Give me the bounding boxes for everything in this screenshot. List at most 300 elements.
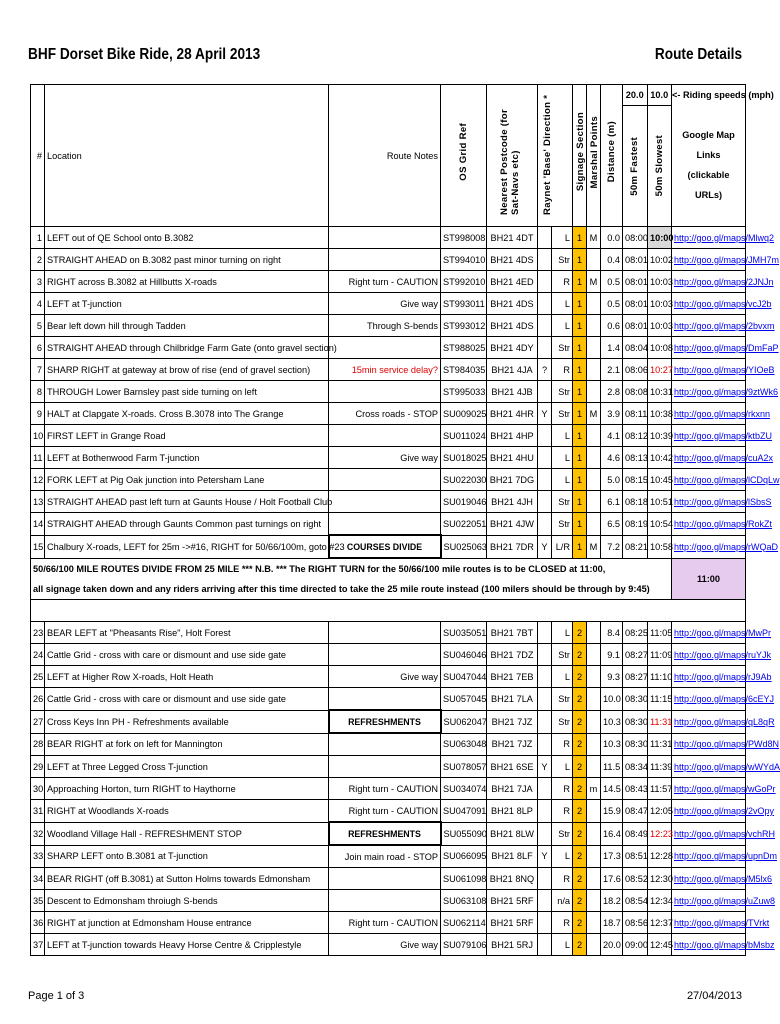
row-map-link[interactable]: http://goo.gl/maps/rkxnn — [672, 403, 746, 425]
print-date: 27/04/2013 — [686, 990, 742, 1002]
row-fastest-time: 08:34 — [623, 756, 648, 778]
row-route-note: Right turn - CAUTION — [329, 271, 441, 293]
row-signage-section: 2 — [573, 666, 587, 688]
row-route-note: COURSES DIVIDE — [329, 535, 441, 558]
row-location: LEFT at Bothenwood Farm T-junction — [45, 447, 329, 469]
row-raynet-base — [538, 912, 552, 934]
row-location: LEFT at Three Legged Cross T-junction — [45, 756, 329, 778]
table-row — [31, 403, 746, 425]
row-slowest-time: 12:05 — [648, 800, 672, 823]
row-direction: R — [552, 800, 573, 823]
row-marshal-point: m — [587, 778, 601, 800]
row-distance: 2.8 — [601, 381, 623, 403]
row-location: STRAIGHT AHEAD through Chilbridge Farm Gate (onto gravel section) — [45, 337, 329, 359]
row-direction: Str — [552, 644, 573, 666]
row-number: 36 — [31, 912, 45, 934]
row-signage-section: 1 — [573, 491, 587, 513]
row-map-link[interactable]: http://goo.gl/maps/bMsbz — [672, 934, 746, 956]
row-postcode: BH21 4HR — [487, 403, 538, 425]
document-title: BHF Dorset Bike Ride, 28 April 2013 — [28, 46, 261, 63]
row-direction: R — [552, 912, 573, 934]
row-direction: Str — [552, 688, 573, 711]
row-signage-section: 2 — [573, 622, 587, 644]
row-marshal-point — [587, 293, 601, 315]
row-route-note — [329, 688, 441, 711]
row-map-link[interactable]: http://goo.gl/maps/YIOeB — [672, 359, 746, 381]
row-location: RIGHT across B.3082 at Hillbutts X-roads — [45, 271, 329, 293]
row-postcode: BH21 7JZ — [487, 710, 538, 733]
row-raynet-base: Y — [538, 756, 552, 778]
row-distance: 10.3 — [601, 710, 623, 733]
column-number-header: # — [31, 85, 45, 227]
row-direction: L — [552, 469, 573, 491]
row-signage-section: 1 — [573, 337, 587, 359]
row-postcode: BH21 4DS — [487, 249, 538, 271]
table-row — [31, 271, 746, 293]
row-location: THROUGH Lower Barnsley past side turning on left — [45, 381, 329, 403]
row-marshal-point — [587, 425, 601, 447]
row-direction: R — [552, 271, 573, 293]
table-row — [31, 622, 746, 644]
row-postcode: BH21 4ED — [487, 271, 538, 293]
row-raynet-base — [538, 934, 552, 956]
row-postcode: BH21 4HP — [487, 425, 538, 447]
row-location: LEFT at Higher Row X-roads, Holt Heath — [45, 666, 329, 688]
row-postcode: BH21 7DG — [487, 469, 538, 491]
row-slowest-time: 12:37 — [648, 912, 672, 934]
row-route-note: Give way — [329, 666, 441, 688]
row-signage-section: 1 — [573, 227, 587, 249]
row-map-link[interactable]: http://goo.gl/maps/vchRH — [672, 822, 746, 845]
row-postcode: BH21 7DZ — [487, 644, 538, 666]
table-row — [31, 710, 746, 733]
row-marshal-point — [587, 800, 601, 823]
column-distance-header: Distance (m) — [601, 85, 623, 227]
row-postcode: BH21 7DR — [487, 535, 538, 558]
row-distance: 20.0 — [601, 934, 623, 956]
row-map-link[interactable]: http://goo.gl/maps/wGoPr — [672, 778, 746, 800]
row-grid-ref: SU022051 — [441, 513, 487, 536]
row-route-note — [329, 491, 441, 513]
row-fastest-time: 08:12 — [623, 425, 648, 447]
table-row — [31, 425, 746, 447]
row-slowest-time: 10:03 — [648, 271, 672, 293]
row-raynet-base — [538, 868, 552, 890]
row-raynet-base — [538, 733, 552, 756]
row-postcode: BH21 4JH — [487, 491, 538, 513]
row-distance: 16.4 — [601, 822, 623, 845]
row-raynet-base — [538, 337, 552, 359]
row-direction: Str — [552, 403, 573, 425]
row-location: RIGHT at Woodlands X-roads — [45, 800, 329, 823]
row-marshal-point — [587, 934, 601, 956]
row-route-note: REFRESHMENTS — [329, 822, 441, 845]
row-slowest-time: 10:58 — [648, 535, 672, 558]
row-direction: L — [552, 315, 573, 337]
row-route-note: Give way — [329, 293, 441, 315]
row-location: BEAR RIGHT at fork on left for Mannington — [45, 733, 329, 756]
row-grid-ref: SU062047 — [441, 710, 487, 733]
row-slowest-time: 11:57 — [648, 778, 672, 800]
column-speed-header — [623, 85, 672, 227]
row-number: 3 — [31, 271, 45, 293]
row-distance: 10.3 — [601, 733, 623, 756]
table-row — [31, 315, 746, 337]
row-location: SHARP LEFT onto B.3081 at T-junction — [45, 845, 329, 868]
row-map-link[interactable]: http://goo.gl/maps/ruYJk — [672, 644, 746, 666]
divide-notice-line1: 50/66/100 MILE ROUTES DIVIDE FROM 25 MILE *** N.B. *** The RIGHT TURN for the 50/66/100 mile routes is to be CLOSED at 11:00, — [33, 564, 606, 574]
row-raynet-base — [538, 293, 552, 315]
row-marshal-point: M — [587, 271, 601, 293]
row-map-link[interactable]: http://goo.gl/maps/vcJ2b — [672, 293, 746, 315]
row-fastest-time: 08:11 — [623, 403, 648, 425]
table-row — [31, 733, 746, 756]
route-details-title: Route Details — [654, 46, 742, 63]
row-fastest-time: 08:49 — [623, 822, 648, 845]
row-route-note — [329, 890, 441, 912]
row-direction: L — [552, 425, 573, 447]
table-row — [31, 845, 746, 868]
row-distance: 8.4 — [601, 622, 623, 644]
row-signage-section: 1 — [573, 271, 587, 293]
row-number: 6 — [31, 337, 45, 359]
row-map-link[interactable]: http://goo.gl/maps/lCDqLw — [672, 469, 746, 491]
row-map-link[interactable]: http://goo.gl/maps/RokZt — [672, 513, 746, 536]
row-raynet-base — [538, 249, 552, 271]
row-slowest-time: 11:31 — [648, 733, 672, 756]
row-raynet-base — [538, 315, 552, 337]
row-signage-section: 1 — [573, 425, 587, 447]
row-route-note — [329, 249, 441, 271]
row-raynet-base — [538, 425, 552, 447]
row-marshal-point: M — [587, 227, 601, 249]
row-distance: 17.3 — [601, 845, 623, 868]
spacer-row — [31, 600, 746, 622]
row-map-link[interactable]: http://goo.gl/maps/upnDm — [672, 845, 746, 868]
row-slowest-time: 10:02 — [648, 249, 672, 271]
route-table — [30, 84, 780, 956]
row-map-link[interactable]: http://goo.gl/maps/DmFaP — [672, 337, 746, 359]
row-slowest-time: 10:03 — [648, 315, 672, 337]
row-fastest-time: 08:01 — [623, 271, 648, 293]
table-row — [31, 778, 746, 800]
row-fastest-time: 08:27 — [623, 644, 648, 666]
row-marshal-point — [587, 447, 601, 469]
row-fastest-time: 08:25 — [623, 622, 648, 644]
row-postcode: BH21 7LA — [487, 688, 538, 711]
row-grid-ref: ST998008 — [441, 227, 487, 249]
row-location: BEAR RIGHT (off B.3081) at Sutton Holms towards Edmonsham — [45, 868, 329, 890]
row-grid-ref: ST988025 — [441, 337, 487, 359]
row-location: SHARP RIGHT at gateway at brow of rise (end of gravel section) — [45, 359, 329, 381]
row-signage-section: 1 — [573, 293, 587, 315]
row-number: 14 — [31, 513, 45, 536]
row-map-link[interactable]: http://goo.gl/maps/2vOpy — [672, 800, 746, 823]
row-raynet-base — [538, 447, 552, 469]
row-signage-section: 1 — [573, 403, 587, 425]
table-row — [31, 912, 746, 934]
riding-speeds-note: <- Riding speeds (mph) — [672, 90, 774, 100]
row-slowest-time: 11:09 — [648, 644, 672, 666]
row-distance: 9.3 — [601, 666, 623, 688]
row-distance: 0.5 — [601, 271, 623, 293]
table-row — [31, 644, 746, 666]
row-distance: 9.1 — [601, 644, 623, 666]
row-grid-ref: SU057045 — [441, 688, 487, 711]
row-signage-section: 2 — [573, 868, 587, 890]
table-row — [31, 381, 746, 403]
table-row — [31, 491, 746, 513]
column-raynet-header: Raynet 'Base' Direction * — [538, 85, 573, 227]
slow-speed-value: 10.0 — [647, 85, 672, 105]
row-grid-ref: SU034074 — [441, 778, 487, 800]
row-distance: 2.1 — [601, 359, 623, 381]
row-route-note: Give way — [329, 447, 441, 469]
row-postcode: BH21 4JA — [487, 359, 538, 381]
row-slowest-time: 12:30 — [648, 868, 672, 890]
row-fastest-time: 08:51 — [623, 845, 648, 868]
row-direction: Str — [552, 822, 573, 845]
row-number: 31 — [31, 800, 45, 823]
row-signage-section: 2 — [573, 890, 587, 912]
row-distance: 14.5 — [601, 778, 623, 800]
row-location: STRAIGHT AHEAD through Gaunts Common past turnings on right — [45, 513, 329, 536]
row-direction: L — [552, 227, 573, 249]
row-fastest-time: 08:00 — [623, 227, 648, 249]
row-fastest-time: 08:19 — [623, 513, 648, 536]
table-row — [31, 447, 746, 469]
row-fastest-time: 08:56 — [623, 912, 648, 934]
row-signage-section: 2 — [573, 845, 587, 868]
row-grid-ref: SU022030 — [441, 469, 487, 491]
row-route-note — [329, 868, 441, 890]
row-route-note — [329, 425, 441, 447]
row-map-link[interactable]: http://goo.gl/maps/Mlwq2 — [672, 227, 746, 249]
row-slowest-time: 12:45 — [648, 934, 672, 956]
row-fastest-time: 08:18 — [623, 491, 648, 513]
row-postcode: BH21 7JZ — [487, 733, 538, 756]
table-row — [31, 227, 746, 249]
row-marshal-point — [587, 688, 601, 711]
row-map-link[interactable]: http://goo.gl/maps/M5lx6 — [672, 868, 746, 890]
row-postcode: BH21 7BT — [487, 622, 538, 644]
row-direction: L/R — [552, 535, 573, 558]
row-marshal-point — [587, 666, 601, 688]
row-raynet-base — [538, 271, 552, 293]
row-marshal-point: M — [587, 403, 601, 425]
column-notes-header: Route Notes — [329, 85, 441, 227]
row-map-link[interactable]: http://goo.gl/maps/cuA2x — [672, 447, 746, 469]
header-row — [31, 85, 746, 227]
row-map-link[interactable]: http://goo.gl/maps/qL8qR — [672, 710, 746, 733]
row-signage-section: 2 — [573, 778, 587, 800]
row-signage-section: 1 — [573, 447, 587, 469]
row-map-link[interactable]: http://goo.gl/maps/rWQaD — [672, 535, 746, 558]
row-raynet-base — [538, 622, 552, 644]
row-route-note: REFRESHMENTS — [329, 710, 441, 733]
divide-notice-row — [31, 558, 746, 600]
row-signage-section: 1 — [573, 315, 587, 337]
map-links-label: Google Map Links (clickable URLs) — [682, 130, 735, 200]
row-raynet-base: Y — [538, 403, 552, 425]
row-map-link[interactable]: http://goo.gl/maps/2bvxm — [672, 315, 746, 337]
row-number: 25 — [31, 666, 45, 688]
row-direction: L — [552, 447, 573, 469]
row-number: 11 — [31, 447, 45, 469]
column-location-header: Location — [45, 85, 329, 227]
row-grid-ref: SU061098 — [441, 868, 487, 890]
row-raynet-base: Y — [538, 535, 552, 558]
row-location: Cattle Grid - cross with care or dismount and use side gate — [45, 688, 329, 711]
fastest-label: 50m Fastest — [629, 136, 641, 196]
row-map-link[interactable]: http://goo.gl/maps/9ztWk6 — [672, 381, 746, 403]
row-marshal-point — [587, 822, 601, 845]
row-number: 7 — [31, 359, 45, 381]
row-marshal-point — [587, 491, 601, 513]
row-marshal-point — [587, 249, 601, 271]
row-map-link[interactable]: http://goo.gl/maps/wWYdA — [672, 756, 746, 778]
row-slowest-time: 12:28 — [648, 845, 672, 868]
row-route-note — [329, 756, 441, 778]
table-row — [31, 359, 746, 381]
row-location: STRAIGHT AHEAD past left turn at Gaunts House / Holt Football Club — [45, 491, 329, 513]
row-distance: 4.1 — [601, 425, 623, 447]
row-location: RIGHT at junction at Edmonsham House entrance — [45, 912, 329, 934]
row-distance: 0.4 — [601, 249, 623, 271]
row-route-note: Through S-bends — [329, 315, 441, 337]
row-marshal-point — [587, 890, 601, 912]
row-route-note — [329, 733, 441, 756]
row-location: STRAIGHT AHEAD on B.3082 past minor turning on right — [45, 249, 329, 271]
row-raynet-base — [538, 822, 552, 845]
row-direction: L — [552, 756, 573, 778]
row-fastest-time: 08:30 — [623, 688, 648, 711]
row-fastest-time: 08:01 — [623, 249, 648, 271]
row-fastest-time: 08:27 — [623, 666, 648, 688]
row-postcode: BH21 4JB — [487, 381, 538, 403]
table-row — [31, 688, 746, 711]
column-maps-header — [672, 85, 774, 227]
row-slowest-time: 12:23 — [648, 822, 672, 845]
row-map-link[interactable]: http://goo.gl/maps/JMH7m — [672, 249, 746, 271]
row-map-link[interactable]: http://goo.gl/maps/MwPr — [672, 622, 746, 644]
row-signage-section: 2 — [573, 934, 587, 956]
table-row — [31, 934, 746, 956]
row-grid-ref: SU019046 — [441, 491, 487, 513]
row-distance: 0.0 — [601, 227, 623, 249]
row-postcode: BH21 4DY — [487, 337, 538, 359]
row-grid-ref: SU062114 — [441, 912, 487, 934]
row-map-link[interactable]: http://goo.gl/maps/lSbsS — [672, 491, 746, 513]
row-map-link[interactable]: http://goo.gl/maps/uZuw8 — [672, 890, 746, 912]
row-route-note — [329, 469, 441, 491]
row-route-note — [329, 513, 441, 536]
row-slowest-time: 10:42 — [648, 447, 672, 469]
row-grid-ref: SU018025 — [441, 447, 487, 469]
row-slowest-time: 10:39 — [648, 425, 672, 447]
table-row — [31, 293, 746, 315]
row-direction: Str — [552, 249, 573, 271]
row-map-link[interactable]: http://goo.gl/maps/rJ9Ab — [672, 666, 746, 688]
row-slowest-time: 10:08 — [648, 337, 672, 359]
row-fastest-time: 08:01 — [623, 293, 648, 315]
row-signage-section: 1 — [573, 381, 587, 403]
row-postcode: BH21 5RJ — [487, 934, 538, 956]
row-marshal-point — [587, 733, 601, 756]
row-number: 27 — [31, 710, 45, 733]
row-slowest-time: 10:27 — [648, 359, 672, 381]
row-route-note: Right turn - CAUTION — [329, 912, 441, 934]
row-signage-section: 1 — [573, 535, 587, 558]
row-marshal-point — [587, 868, 601, 890]
row-grid-ref: SU009025 — [441, 403, 487, 425]
row-slowest-time: 12:34 — [648, 890, 672, 912]
row-signage-section: 2 — [573, 710, 587, 733]
row-number: 1 — [31, 227, 45, 249]
row-slowest-time: 11:15 — [648, 688, 672, 711]
row-number: 34 — [31, 868, 45, 890]
row-fastest-time: 08:04 — [623, 337, 648, 359]
row-signage-section: 1 — [573, 469, 587, 491]
row-map-link[interactable]: http://goo.gl/maps/2JNJn — [672, 271, 746, 293]
row-direction: R — [552, 733, 573, 756]
row-direction: L — [552, 845, 573, 868]
row-map-link[interactable]: http://goo.gl/maps/6cEYJ — [672, 688, 746, 711]
row-raynet-base — [538, 491, 552, 513]
row-route-note: Give way — [329, 934, 441, 956]
row-raynet-base — [538, 644, 552, 666]
table-row — [31, 868, 746, 890]
row-signage-section: 2 — [573, 756, 587, 778]
row-map-link[interactable]: http://goo.gl/maps/PWd8N — [672, 733, 746, 756]
row-location: LEFT at T-junction — [45, 293, 329, 315]
row-marshal-point — [587, 513, 601, 536]
row-slowest-time: 10:38 — [648, 403, 672, 425]
row-fastest-time: 08:30 — [623, 733, 648, 756]
row-raynet-base: Y — [538, 845, 552, 868]
table-row — [31, 822, 746, 845]
row-number: 30 — [31, 778, 45, 800]
row-number: 32 — [31, 822, 45, 845]
row-grid-ref: SU066095 — [441, 845, 487, 868]
table-row — [31, 535, 746, 558]
row-postcode: BH21 4HU — [487, 447, 538, 469]
row-map-link[interactable]: http://goo.gl/maps/ktbZU — [672, 425, 746, 447]
row-slowest-time: 10:45 — [648, 469, 672, 491]
row-location: Cross Keys Inn PH - Refreshments available — [45, 710, 329, 733]
row-slowest-time: 10:03 — [648, 293, 672, 315]
row-grid-ref: ST993011 — [441, 293, 487, 315]
row-fastest-time: 09:00 — [623, 934, 648, 956]
row-grid-ref: SU079106 — [441, 934, 487, 956]
row-marshal-point — [587, 337, 601, 359]
row-route-note — [329, 381, 441, 403]
row-map-link[interactable]: http://goo.gl/maps/TVrkt — [672, 912, 746, 934]
row-grid-ref: ST992010 — [441, 271, 487, 293]
row-signage-section: 2 — [573, 800, 587, 823]
column-marshal-header: Marshal Points — [587, 85, 601, 227]
row-signage-section: 2 — [573, 644, 587, 666]
row-distance: 6.5 — [601, 513, 623, 536]
row-raynet-base — [538, 381, 552, 403]
row-fastest-time: 08:30 — [623, 710, 648, 733]
row-number: 5 — [31, 315, 45, 337]
row-signage-section: 2 — [573, 822, 587, 845]
row-postcode: BH21 7JA — [487, 778, 538, 800]
row-direction: L — [552, 622, 573, 644]
row-marshal-point — [587, 359, 601, 381]
row-grid-ref: SU011024 — [441, 425, 487, 447]
